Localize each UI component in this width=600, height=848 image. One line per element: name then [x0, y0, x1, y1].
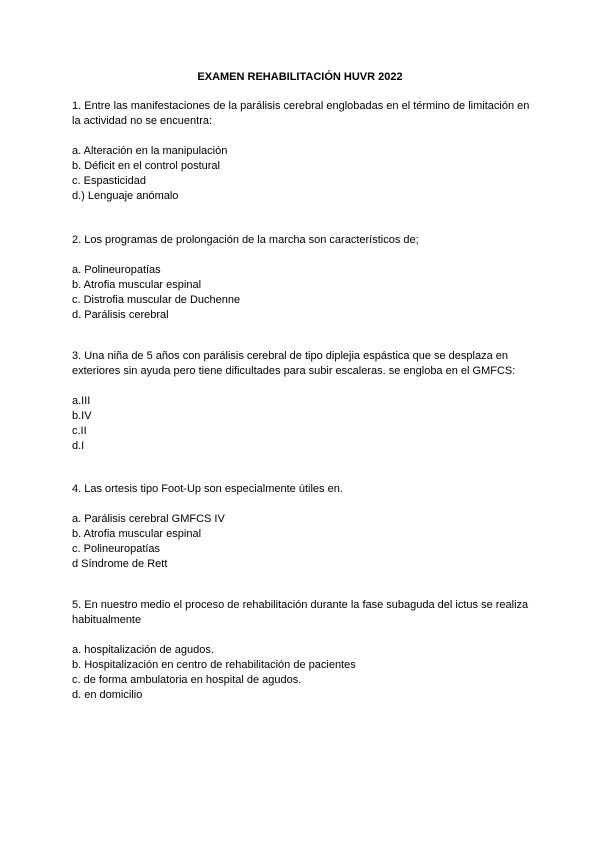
answer-options	[72, 263, 532, 323]
answer-option: d. en domicilio	[72, 689, 143, 701]
question-stem: 5. En nuestro medio el proceso de rehabilitación durante la fase subaguda del ictus se realiza habitualmente	[72, 599, 529, 626]
answer-option: b. Atrofia muscular espinal	[72, 279, 202, 291]
answer-option: a.III	[72, 395, 91, 407]
answer-options	[72, 643, 532, 703]
answer-options	[72, 394, 532, 454]
answer-option: b. Déficit en el control postural	[72, 160, 220, 172]
answer-option: c. Polineuropatías	[72, 543, 161, 555]
question-stem: 4. Las ortesis tipo Foot-Up son especialmente útiles en.	[72, 483, 343, 495]
question-stem: 1. Entre las manifestaciones de la parálisis cerebral englobadas en el término de limitación en la actividad no se encuentra:	[72, 100, 530, 127]
answer-option: b.IV	[72, 410, 92, 422]
answer-option: d. Parálisis cerebral	[72, 309, 169, 321]
answer-option: d.) Lenguaje anómalo	[72, 190, 179, 202]
answer-options	[72, 512, 532, 572]
answer-option: c.II	[72, 425, 87, 437]
question-stem: 3. Una niña de 5 años con parálisis cerebral de tipo diplejia espástica que se desplaza en exteriores sin ayuda pero tiene dificultades para subir escaleras. se engloba en el GMFCS:	[72, 350, 516, 377]
question-2	[72, 233, 532, 323]
answer-option: c. Distrofia muscular de Duchenne	[72, 294, 241, 306]
question-stem: 2. Los programas de prolongación de la marcha son característicos de;	[72, 234, 419, 246]
document-title: EXAMEN REHABILITACIÓN HUVR 2022	[197, 71, 403, 83]
question-3	[72, 349, 532, 454]
answer-option: c. de forma ambulatoria en hospital de agudos.	[72, 674, 302, 686]
answer-options	[72, 144, 532, 204]
answer-option: d Síndrome de Rett	[72, 558, 168, 570]
answer-option: a. hospitalización de agudos.	[72, 644, 214, 656]
answer-option: b. Hospitalización en centro de rehabilitación de pacientes	[72, 659, 356, 671]
question-5	[72, 598, 532, 703]
question-1	[72, 99, 532, 204]
answer-option: a. Alteración en la manipulación	[72, 145, 228, 157]
answer-option: c. Espasticidad	[72, 175, 146, 187]
answer-option: d.I	[72, 440, 85, 452]
answer-option: a. Parálisis cerebral GMFCS IV	[72, 513, 225, 525]
question-4	[72, 482, 532, 572]
answer-option: b. Atrofia muscular espinal	[72, 528, 202, 540]
answer-option: a. Polineuropatías	[72, 264, 161, 276]
